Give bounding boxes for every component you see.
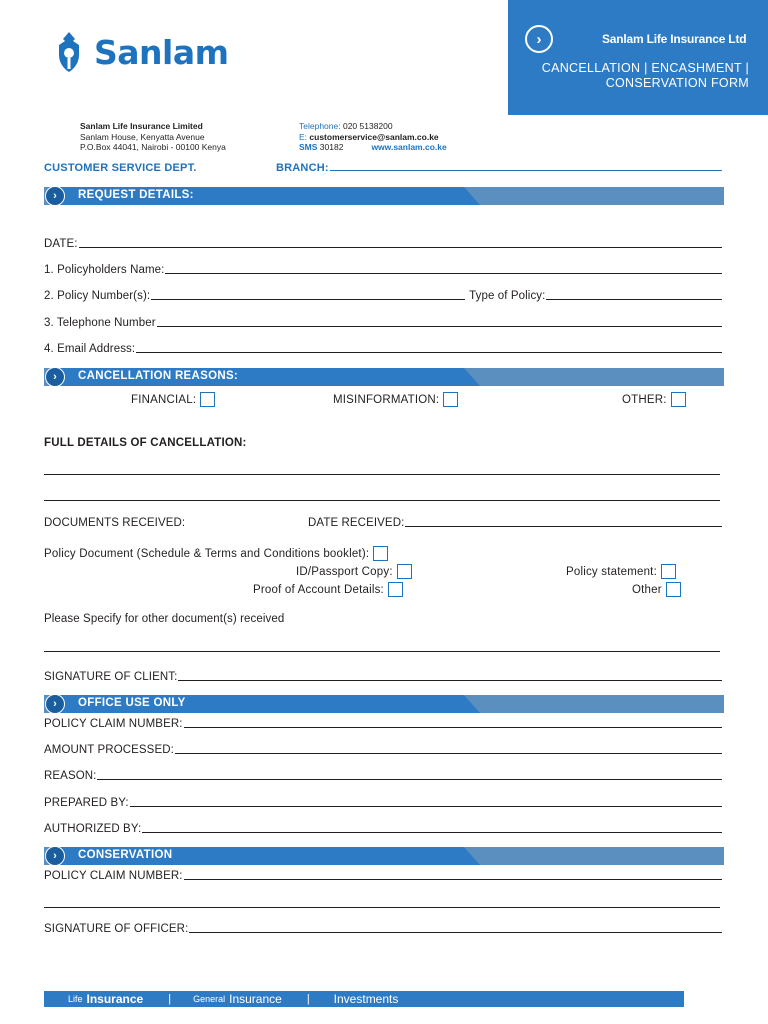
footer-life-big: Insurance [86, 992, 144, 1006]
checkbox-label: MISINFORMATION: [333, 393, 440, 406]
field-label: 1. Policyholders Name: [44, 264, 165, 276]
full-details-label: FULL DETAILS OF CANCELLATION: [44, 437, 247, 449]
section-title: REQUEST DETAILS: [78, 189, 194, 201]
checkbox-label: Policy statement: [566, 565, 657, 578]
tel-value: 020 5138200 [342, 121, 393, 131]
section-office-use [44, 695, 724, 713]
email-value[interactable]: customerservice@sanlam.co.ke [309, 131, 439, 142]
field-line[interactable] [165, 273, 722, 274]
form-title [509, 61, 749, 91]
field-line[interactable] [142, 832, 722, 833]
chevron-right-icon: › [45, 694, 65, 714]
chevron-right-icon: › [45, 846, 65, 866]
chevron-right-icon: › [45, 367, 65, 387]
footer-bar [44, 991, 684, 1007]
header-company: Sanlam Life Insurance Ltd [602, 32, 747, 46]
specify-other-line[interactable] [44, 651, 720, 652]
reason-misinformation[interactable] [333, 392, 458, 407]
doc-id-passport[interactable] [296, 564, 412, 579]
details-line-1[interactable] [44, 474, 720, 475]
field-line[interactable] [130, 806, 722, 807]
footer-life-small: Life [68, 994, 83, 1004]
field-line[interactable] [178, 680, 722, 681]
company-address [80, 121, 226, 153]
field-line[interactable] [79, 247, 722, 248]
website-link[interactable]: www.sanlam.co.ke [371, 142, 447, 152]
documents-row [44, 515, 722, 529]
field-label: 4. Email Address: [44, 343, 136, 355]
doc-policy-document[interactable] [44, 546, 388, 561]
footer-general-small: General [193, 994, 226, 1004]
reason-field[interactable] [44, 768, 722, 782]
conservation-line[interactable] [44, 907, 720, 908]
policyholder-name-field[interactable] [44, 262, 722, 276]
field-line[interactable] [136, 352, 722, 353]
footer-investments: Investments [333, 992, 399, 1006]
doc-proof-account[interactable] [253, 582, 403, 597]
checkbox-label: Other [632, 583, 662, 596]
header-panel [508, 0, 768, 115]
financial-checkbox[interactable] [200, 392, 215, 407]
section-conservation [44, 847, 724, 865]
details-line-2[interactable] [44, 500, 720, 501]
other-document-checkbox[interactable] [666, 582, 681, 597]
checkbox-label: OTHER: [622, 393, 667, 406]
section-title: OFFICE USE ONLY [78, 697, 186, 709]
policy-type-label: Type of Policy: [469, 290, 546, 302]
policy-type-line[interactable] [546, 299, 722, 300]
logo-text: Sanlam [94, 32, 229, 72]
prepared-by-field[interactable] [44, 795, 722, 809]
telephone-field[interactable] [44, 315, 722, 329]
chevron-right-icon: › [525, 25, 553, 53]
field-label: POLICY CLAIM NUMBER: [44, 718, 183, 730]
field-line[interactable] [151, 299, 465, 300]
section-request-details [44, 187, 724, 205]
address-company: Sanlam Life Insurance Limited [80, 121, 203, 131]
branch-label: BRANCH: [276, 162, 329, 174]
tel-label: Telephone: [299, 121, 341, 131]
email-field[interactable] [44, 341, 722, 355]
email-label: E: [299, 131, 308, 142]
doc-policy-statement[interactable] [566, 564, 676, 579]
field-label: SIGNATURE OF OFFICER: [44, 923, 189, 935]
field-label: 2. Policy Number(s): [44, 290, 151, 302]
field-line[interactable] [157, 326, 722, 327]
sanlam-logo [52, 28, 252, 76]
office-claim-number-field[interactable] [44, 716, 722, 730]
specify-other-label: Please Specify for other document(s) received [44, 613, 285, 625]
company-contact [299, 121, 447, 153]
form-title-line1: CANCELLATION | ENCASHMENT | [541, 61, 749, 75]
signature-officer-field[interactable] [44, 921, 722, 935]
field-label: AMOUNT PROCESSED: [44, 744, 174, 756]
chevron-right-icon: › [45, 186, 65, 206]
reason-other[interactable] [622, 392, 686, 407]
field-line[interactable] [184, 727, 722, 728]
authorized-by-field[interactable] [44, 821, 722, 835]
id-passport-checkbox[interactable] [397, 564, 412, 579]
field-label: 3. Telephone Number [44, 317, 156, 329]
documents-received-label: DOCUMENTS RECEIVED: [44, 517, 186, 529]
sms-value: 30182 [319, 142, 344, 152]
field-label: POLICY CLAIM NUMBER: [44, 870, 183, 882]
footer-separator: | [168, 993, 172, 1005]
date-received-line[interactable] [405, 526, 722, 527]
sms-label: SMS [299, 142, 318, 152]
footer-general-big: Insurance [229, 992, 282, 1006]
branch-field[interactable] [276, 162, 722, 174]
field-line[interactable] [97, 779, 722, 780]
amount-processed-field[interactable] [44, 742, 722, 756]
field-label: AUTHORIZED BY: [44, 823, 142, 835]
checkbox-label: Proof of Account Details: [253, 583, 384, 596]
misinformation-checkbox[interactable] [443, 392, 458, 407]
section-title: CANCELLATION REASONS: [78, 370, 239, 382]
doc-other[interactable] [632, 582, 681, 597]
proof-account-checkbox[interactable] [388, 582, 403, 597]
address-line2: P.O.Box 44041, Nairobi - 00100 Kenya [80, 142, 226, 152]
field-line[interactable] [189, 932, 722, 933]
policy-statement-checkbox[interactable] [661, 564, 676, 579]
branch-line[interactable] [330, 162, 722, 171]
field-label: SIGNATURE OF CLIENT: [44, 671, 178, 683]
date-field[interactable] [44, 236, 722, 250]
field-label: DATE: [44, 238, 78, 250]
dept-label: CUSTOMER SERVICE DEPT. [44, 162, 197, 174]
address-line1: Sanlam House, Kenyatta Avenue [80, 131, 205, 142]
conservation-claim-number-field[interactable] [44, 868, 722, 882]
section-cancellation-reasons [44, 368, 724, 386]
other-reason-checkbox[interactable] [671, 392, 686, 407]
sanlam-shield-icon [52, 31, 86, 73]
policy-document-checkbox[interactable] [373, 546, 388, 561]
checkbox-label: Policy Document (Schedule & Terms and Conditions booklet): [44, 547, 370, 560]
signature-client-field[interactable] [44, 669, 722, 683]
policy-number-field[interactable] [44, 288, 722, 302]
field-label: REASON: [44, 770, 97, 782]
field-line[interactable] [184, 879, 722, 880]
checkbox-label: ID/Passport Copy: [296, 565, 393, 578]
reason-financial[interactable] [131, 392, 215, 407]
section-title: CONSERVATION [78, 849, 173, 861]
footer-separator: | [306, 993, 310, 1005]
field-label: PREPARED BY: [44, 797, 129, 809]
field-line[interactable] [175, 753, 722, 754]
date-received-label: DATE RECEIVED: [308, 517, 405, 529]
form-title-line2: CONSERVATION FORM [605, 76, 749, 90]
checkbox-label: FINANCIAL: [131, 393, 197, 406]
